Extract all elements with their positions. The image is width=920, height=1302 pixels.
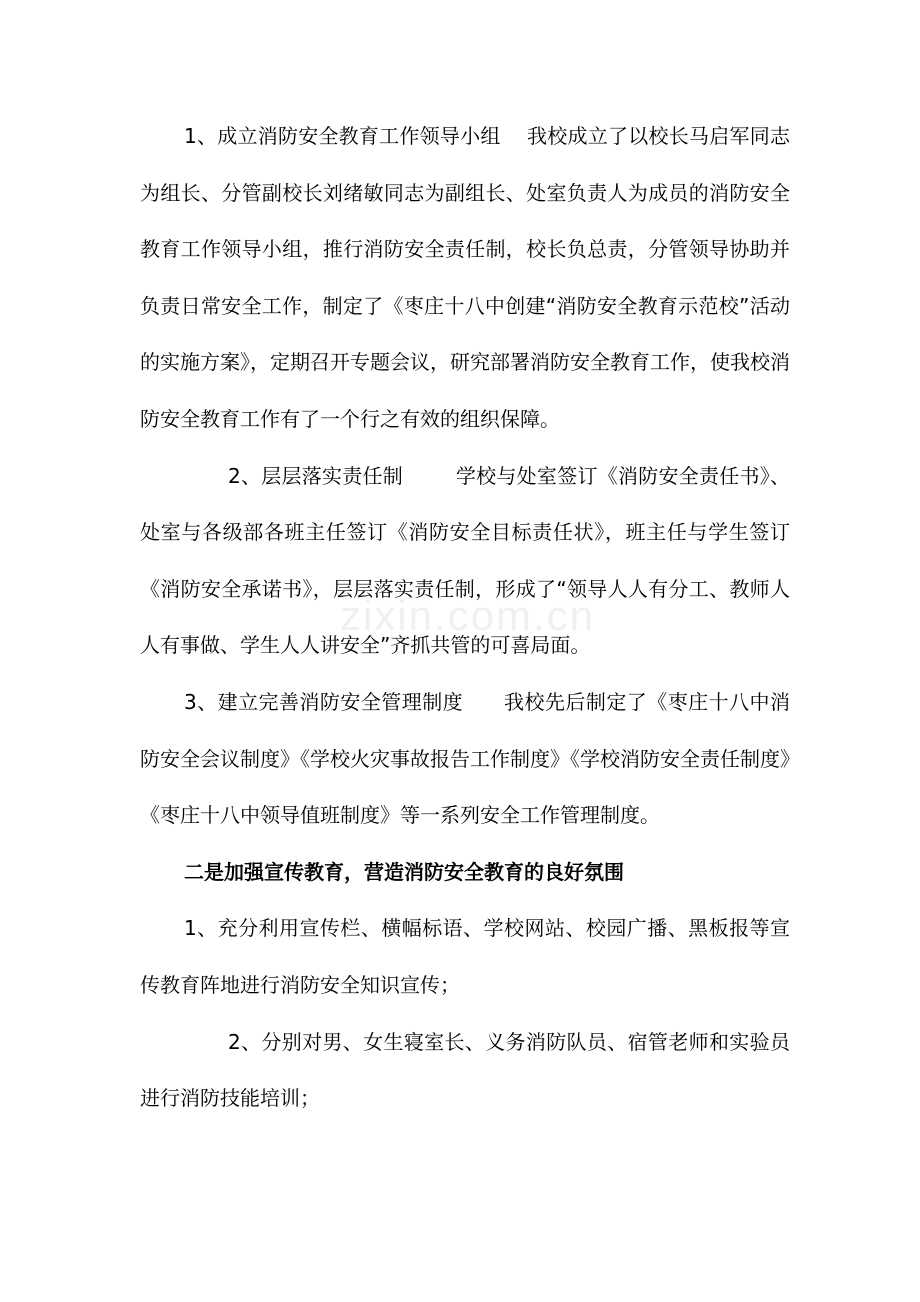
document-body <box>140 108 790 1127</box>
section-heading-publicity: 二是加强宣传教育，营造消防安全教育的良好氛围 <box>184 859 624 884</box>
paragraph-skills-training: 2、分别对男、女生寝室长、义务消防队员、宿管老师和实验员进行消防技能培训； <box>140 1029 790 1111</box>
paragraph-fire-safety-group: 1、成立消防安全教育工作领导小组 我校成立了以校长马启军同志为组长、分管副校长刘绪敏同志为副组长、处室负责人为成员的消防安全教育工作领导小组，推行消防安全责任制，校长负总责，分管领导协助并负责日常安全工作，制定了《枣庄十八中创建“消防安全教育示范校”活动的实施方案》，定期召开专题会议，研究部署消防安全教育工作，使我校消防安全教育工作有了一个行之有效的组织保障。 <box>140 124 790 431</box>
paragraph-publicity-channels: 1、充分利用宣传栏、横幅标语、学校网站、校园广播、黑板报等宣传教育阵地进行消防安全知识宣传； <box>140 916 790 997</box>
watermark-text: zixin.com.cn <box>340 592 596 639</box>
paragraph-management-system: 3、建立完善消防安全管理制度 我校先后制定了《枣庄十八中消防安全会议制度》《学校火灾事故报告工作制度》《学校消防安全责任制度》《枣庄十八中领导值班制度》等一系列安全工作管理制度。 <box>140 689 790 828</box>
paragraph-responsibility: 2、层层落实责任制 学校与处室签订《消防安全责任书》、处室与各级部各班主任签订《消防安全目标责任状》，班主任与学生签订《消防安全承诺书》，层层落实责任制，形成了“领导人人有分工、教师人人有事做、学生人人讲安全”齐抓共管的可喜局面。 <box>140 463 790 658</box>
